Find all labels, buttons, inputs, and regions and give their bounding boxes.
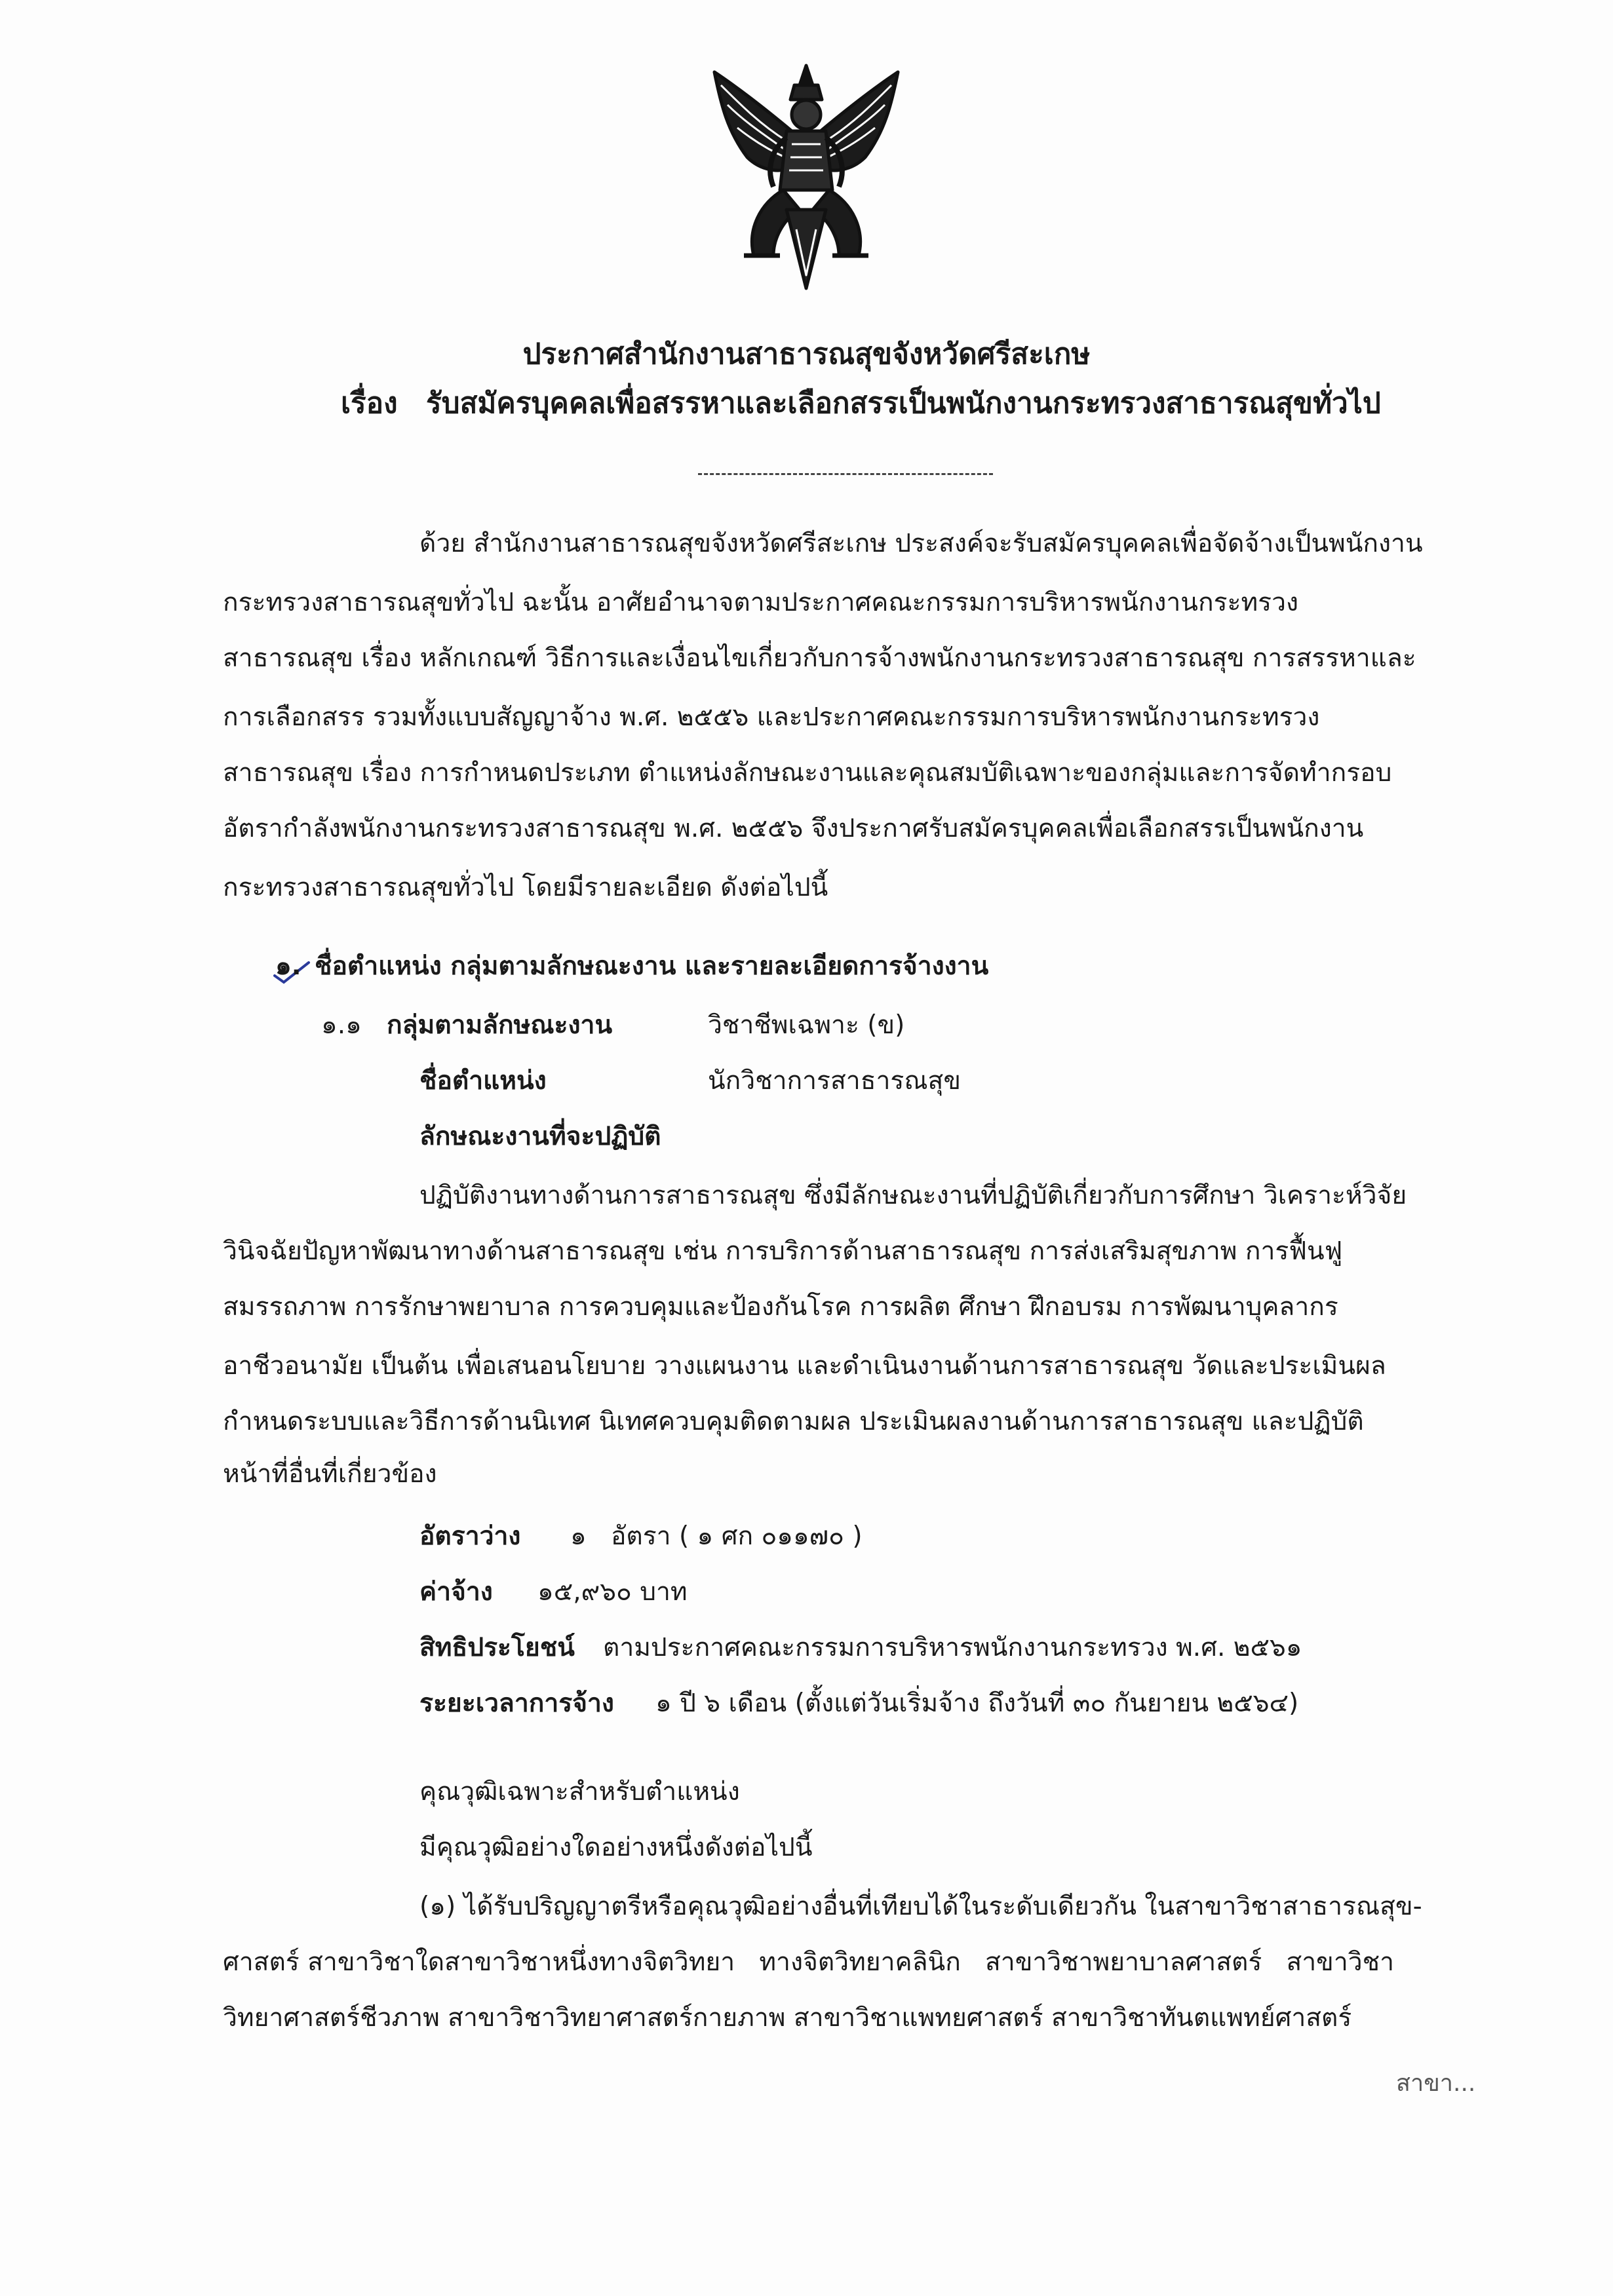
intro-line-4: การเลือกสรร รวมทั้งแบบสัญญาจ้าง พ.ศ. ๒๕๕๖ และประกาศคณะกรรมการบริหารพนักงานกระทรวง	[223, 702, 1320, 732]
group-label: กลุ่มตามลักษณะงาน	[387, 1010, 613, 1040]
continuation-text: สาขา...	[1396, 2070, 1476, 2097]
group-value: วิชาชีพเฉพาะ (ข)	[708, 1010, 905, 1040]
period-value: ๑ ปี ๖ เดือน (ตั้งแต่วันเริ่มจ้าง ถึงวันที่ ๓๐ กันยายน ๒๕๖๔)	[655, 1689, 1299, 1718]
intro-line-7: กระทรวงสาธารณสุขทั่วไป โดยมีรายละเอียด ดังต่อไปนี้	[223, 873, 828, 902]
section-heading: ชื่อตำแหน่ง กลุ่มตามลักษณะงาน และรายละเอียดการจ้างงาน	[315, 951, 989, 981]
intro-line-1: ด้วย สำนักงานสาธารณสุขจังหวัดศรีสะเกษ ประสงค์จะรับสมัครบุคคลเพื่อจัดจ้างเป็นพนักงาน	[419, 529, 1423, 558]
duty-line-6: หน้าที่อื่นที่เกี่ยวข้อง	[223, 1459, 437, 1489]
qualification-line-3: วิทยาศาสตร์ชีวภาพ สาขาวิชาวิทยาศาสตร์กายภาพ สาขาวิชาแพทยศาสตร์ สาขาวิชาทันตแพทย์ศาสตร์	[223, 2003, 1352, 2033]
duty-line-1: ปฏิบัติงานทางด้านการสาธารณสุข ซึ่งมีลักษณะงานที่ปฏิบัติเกี่ยวกับการศึกษา วิเคราะห์วิจัย	[419, 1181, 1407, 1210]
duty-line-4: อาชีวอนามัย เป็นต้น เพื่อเสนอนโยบาย วางแผนงาน และดำเนินงานด้านการสาธารณสุข วัดและประเมินผล	[223, 1351, 1386, 1381]
subject-label: เรื่อง	[341, 387, 398, 420]
subsection-number: ๑.๑	[321, 1010, 362, 1040]
duty-line-2: วินิจฉัยปัญหาพัฒนาทางด้านสาธารณสุข เช่น การบริการด้านสาธารณสุข การส่งเสริมสุขภาพ การฟื้นฟู	[223, 1236, 1343, 1266]
garuda-emblem-icon	[708, 59, 904, 295]
subject-text: รับสมัครบุคคลเพื่อสรรหาและเลือกสรรเป็นพนักงานกระทรวงสาธารณสุขทั่วไป	[426, 387, 1381, 420]
wage-label: ค่าจ้าง	[419, 1577, 493, 1607]
vacancy-label: อัตราว่าง	[419, 1521, 521, 1551]
duty-label: ลักษณะงานที่จะปฏิบัติ	[419, 1122, 661, 1151]
intro-line-6: อัตรากำลังพนักงานกระทรวงสาธารณสุข พ.ศ. ๒๕๕๖ จึงประกาศรับสมัครบุคคลเพื่อเลือกสรรเป็นพนักงาน	[223, 814, 1364, 843]
qualification-line-1: (๑) ได้รับปริญญาตรีหรือคุณวุฒิอย่างอื่นที่เทียบได้ในระดับเดียวกัน ในสาขาวิชาสาธารณสุข-	[419, 1892, 1422, 1921]
wage-value: ๑๕,๙๖๐ บาท	[537, 1577, 688, 1607]
vacancy-value: ๑ อัตรา ( ๑ ศก ๐๑๑๗๐ )	[570, 1521, 863, 1551]
title-divider	[698, 473, 993, 475]
section-number: ๑.	[275, 951, 301, 981]
qualification-line-2: ศาสตร์ สาขาวิชาใดสาขาวิชาหนึ่งทางจิตวิทยา ทางจิตวิทยาคลินิก สาขาวิชาพยาบาลศาสตร์ สาขาวิชา	[223, 1947, 1394, 1977]
period-label: ระยะเวลาการจ้าง	[419, 1689, 614, 1718]
intro-line-2: กระทรวงสาธารณสุขทั่วไป ฉะนั้น อาศัยอำนาจตามประกาศคณะกรรมการบริหารพนักงานกระทรวง	[223, 588, 1299, 617]
duty-line-5: กำหนดระบบและวิธีการด้านนิเทศ นิเทศควบคุมติดตามผล ประเมินผลงานด้านการสาธารณสุข และปฏิบัติ	[223, 1407, 1364, 1436]
position-label: ชื่อตำแหน่ง	[419, 1066, 547, 1096]
intro-line-5: สาธารณสุข เรื่อง การกำหนดประเภท ตำแหน่งลักษณะงานและคุณสมบัติเฉพาะของกลุ่มและการจัดทำกรอบ	[223, 758, 1392, 788]
qualification-subheading: มีคุณวุฒิอย่างใดอย่างหนึ่งดังต่อไปนี้	[419, 1833, 813, 1862]
announcement-title: ประกาศสำนักงานสาธารณสุขจังหวัดศรีสะเกษ	[522, 337, 1091, 371]
position-value: นักวิชาการสาธารณสุข	[708, 1066, 962, 1096]
benefit-label: สิทธิประโยชน์	[419, 1633, 575, 1662]
duty-line-3: สมรรถภาพ การรักษาพยาบาล การควบคุมและป้องกันโรค การผลิต ศึกษา ฝึกอบรม การพัฒนาบุคลากร	[223, 1292, 1338, 1322]
intro-line-3: สาธารณสุข เรื่อง หลักเกณฑ์ วิธีการและเงื่อนไขเกี่ยวกับการจ้างพนักงานกระทรวงสาธารณสุข การสรรหาและ	[223, 643, 1416, 673]
benefit-value: ตามประกาศคณะกรรมการบริหารพนักงานกระทรวง พ.ศ. ๒๕๖๑	[603, 1633, 1302, 1662]
qualification-heading: คุณวุฒิเฉพาะสำหรับตำแหน่ง	[419, 1777, 740, 1807]
